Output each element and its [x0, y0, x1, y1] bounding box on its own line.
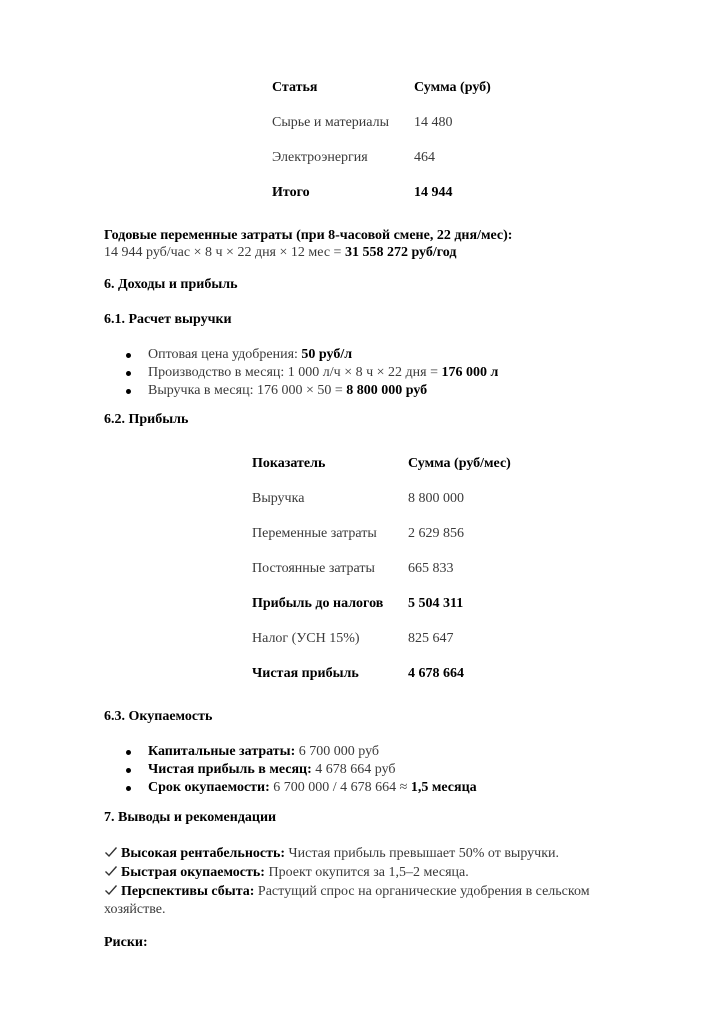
conclusion-item: Быстрая окупаемость: Проект окупится за 1,5–2 месяца. [104, 864, 624, 882]
row-label: Постоянные затраты [252, 560, 375, 576]
annual-costs-title: Годовые переменные затраты (при 8-часовой смене, 22 дня/мес): [104, 228, 513, 243]
column-header: Показатель [252, 455, 326, 471]
list-item: Чистая прибыль в месяц: 4 678 664 руб [104, 761, 477, 779]
profit-table [252, 446, 511, 691]
section-heading: 6.3. Окупаемость [104, 709, 213, 724]
formula-result: 31 558 272 руб/год [344, 245, 457, 260]
payback-list [104, 743, 477, 797]
check-icon [104, 884, 118, 896]
check-icon [104, 846, 118, 858]
table-row [272, 105, 491, 140]
column-header: Сумма (руб) [414, 79, 491, 95]
annual-costs-formula [104, 244, 456, 261]
bullet-icon [126, 353, 131, 358]
table-row-total [272, 175, 491, 210]
row-label: Выручка [252, 490, 305, 506]
row-value: 5 504 311 [408, 595, 464, 611]
bullet-icon [126, 750, 131, 755]
table-row [272, 140, 491, 175]
row-label: Сырье и материалы [272, 114, 390, 130]
bullet-icon [126, 371, 131, 376]
table-row [252, 516, 511, 551]
row-value: 14 480 [414, 114, 453, 130]
row-label: Налог (УСН 15%) [252, 630, 360, 646]
row-value: 14 944 [414, 184, 453, 200]
list-item: Капитальные затраты: 6 700 000 руб [104, 743, 477, 761]
list-item: Производство в месяц: 1 000 л/ч × 8 ч × 22 дня = 176 000 л [104, 364, 498, 382]
check-icon [104, 865, 118, 877]
section-heading: 6.1. Расчет выручки [104, 312, 232, 327]
row-label: Чистая прибыль [252, 665, 359, 681]
list-item: Срок окупаемости: 6 700 000 / 4 678 664 ≈ 1,5 месяца [104, 779, 477, 797]
revenue-list [104, 346, 498, 400]
table-row [252, 481, 511, 516]
row-value: 8 800 000 [408, 490, 464, 506]
formula-text: 14 944 руб/час × 8 ч × 22 дня × 12 мес = [104, 245, 345, 260]
row-label: Переменные затраты [252, 525, 377, 541]
table-row [252, 621, 511, 656]
table-row [252, 586, 511, 621]
table-header-row [272, 70, 491, 105]
section-heading: 6. Доходы и прибыль [104, 277, 238, 292]
row-label: Прибыль до налогов [252, 595, 384, 611]
row-label: Электроэнергия [272, 149, 368, 165]
row-value: 464 [414, 149, 435, 165]
row-value: 825 647 [408, 630, 454, 646]
bullet-icon [126, 786, 131, 791]
conclusion-item: Перспективы сбыта: Растущий спрос на органические удобрения в сельском хозяйстве. [104, 884, 590, 917]
row-value: 2 629 856 [408, 525, 464, 541]
column-header: Статья [272, 79, 318, 95]
table-header-row [252, 446, 511, 481]
bullet-icon [126, 768, 131, 773]
table-row [252, 551, 511, 586]
table-row-total [252, 656, 511, 691]
column-header: Сумма (руб/мес) [408, 455, 511, 471]
list-item: Оптовая цена удобрения: 50 руб/л [104, 346, 498, 364]
section-heading: 7. Выводы и рекомендации [104, 810, 277, 825]
row-value: 4 678 664 [408, 665, 464, 681]
list-item: Выручка в месяц: 176 000 × 50 = 8 800 000 руб [104, 382, 498, 400]
cost-table [272, 70, 491, 210]
bullet-icon [126, 389, 131, 394]
row-label: Итого [272, 184, 310, 200]
conclusion-item: Высокая рентабельность: Чистая прибыль превышает 50% от выручки. [104, 845, 624, 863]
row-value: 665 833 [408, 560, 454, 576]
section-heading: 6.2. Прибыль [104, 412, 189, 427]
risks-heading: Риски: [104, 935, 148, 950]
